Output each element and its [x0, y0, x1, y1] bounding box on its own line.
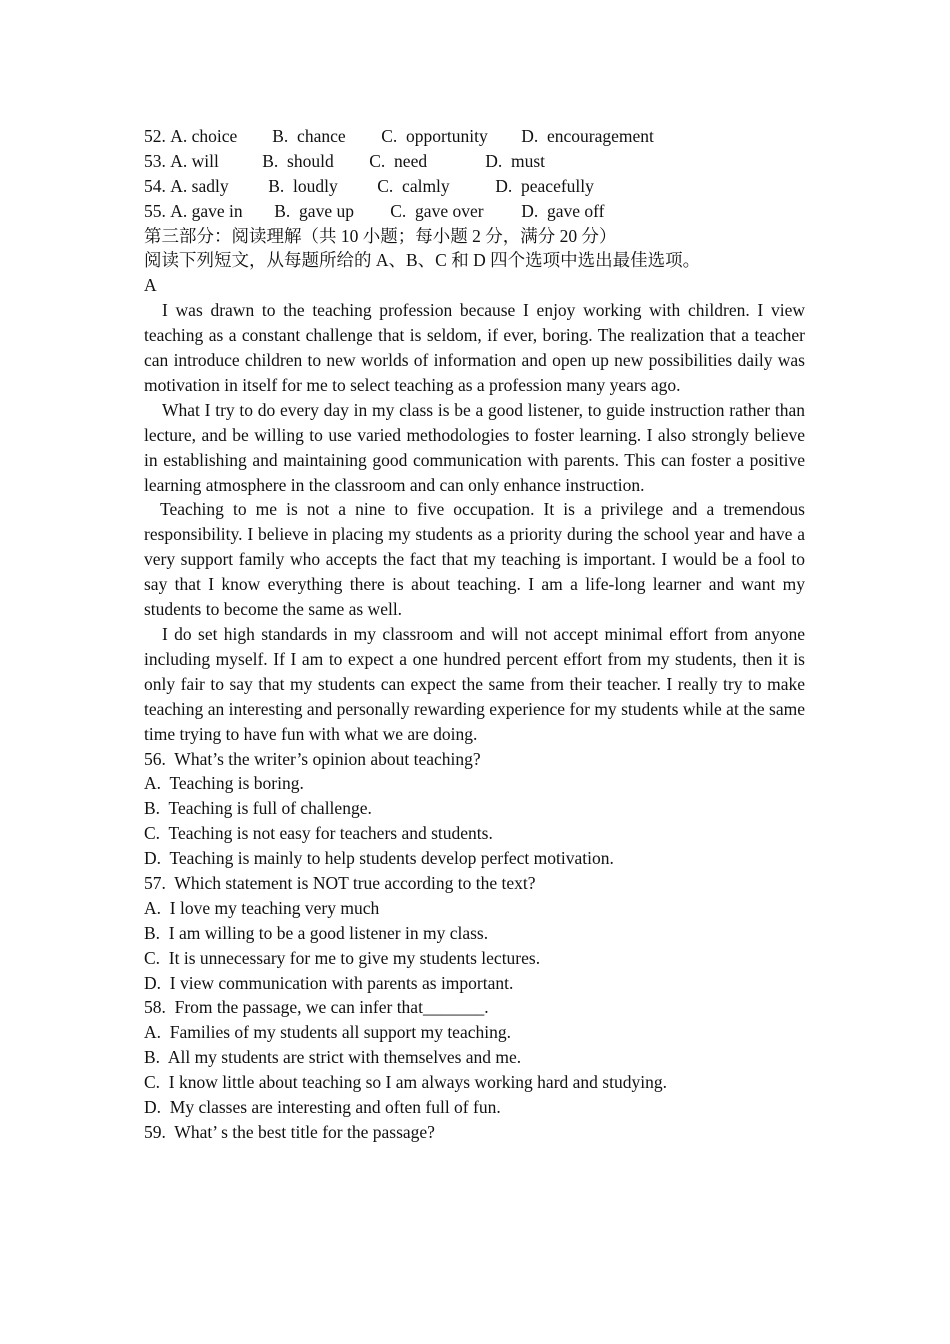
question-number: 55.: [144, 200, 166, 221]
answer-option: A. Teaching is boring.: [144, 773, 304, 794]
cloze-row-55: [144, 199, 805, 224]
option-b: B. should: [262, 150, 334, 171]
passage-paragraph-3: Teaching to me is not a nine to five occupation. It is a privilege and a tremendous responsibility. I believe in placing my students as a priority during the school year and have a very support family who accepts the fact that my teaching is important. I would be a fool to say that I know everything there is about teaching. I am a life-long learner and want my students to become the same as well.: [144, 499, 805, 620]
option-a: A. gave in: [170, 200, 243, 221]
cloze-row-53: [144, 149, 805, 174]
answer-option: D. Teaching is mainly to help students develop perfect motivation.: [144, 848, 614, 869]
exam-page: [144, 124, 805, 1145]
passage-paragraph-2: What I try to do every day in my class is be a good listener, to guide instruction rather than lecture, and be willing to use varied methodologies to foster learning. I also strongly believe in establishing and maintaining good communication with parents. This can foster a positive learning atmosphere in the classroom and can only enhance instruction.: [144, 399, 805, 495]
option-c: C. opportunity: [381, 126, 488, 146]
option-a: A. choice: [170, 126, 238, 146]
option-b: B. loudly: [268, 175, 338, 196]
question-stem: 56. What’s the writer’s opinion about teaching?: [144, 748, 481, 769]
option-d: D. must: [485, 150, 546, 171]
answer-option: D. My classes are interesting and often full of fun.: [144, 1097, 501, 1118]
passage-paragraph-1: I was drawn to the teaching profession because I enjoy working with children. I view teaching as a constant challenge that is seldom, if ever, boring. The realization that a teacher can introduce children to new worlds of information and open up new possibilities daily was motivation in itself for me to select teaching as a profession many years ago.: [144, 300, 805, 395]
question-59: [144, 1120, 805, 1145]
answer-option: B. Teaching is full of challenge.: [144, 798, 372, 819]
question-stem: 57. Which statement is NOT true according to the text?: [144, 873, 536, 893]
passage-label: A: [144, 275, 157, 296]
passage-paragraph-4: I do set high standards in my classroom and will not accept minimal effort from anyone including myself. If I am to expect a one hundred percent effort from my students, then it is only fair to say that my students can expect the same from their teacher. I really try to make teaching an interesting and personally rewarding experience for my students while at the same time trying to have fun with what we are doing.: [144, 624, 805, 744]
option-a: A. sadly: [170, 175, 229, 196]
section-instruction: 阅读下列短文，从每题所给的 A、B、C 和 D 四个选项中选出最佳选项。: [144, 250, 701, 271]
answer-option: A. Families of my students all support my teaching.: [144, 1022, 511, 1043]
option-c: C. calmly: [377, 175, 450, 196]
section-title: 第三部分：阅读理解（共 10 小题；每小题 2 分，满分 20 分）: [144, 225, 617, 246]
cloze-row-54: [144, 174, 805, 199]
option-d: D. encouragement: [521, 126, 654, 146]
question-56: [144, 747, 805, 871]
answer-option: B. All my students are strict with themselves and me.: [144, 1047, 522, 1068]
question-stem: 59. What’ s the best title for the passage?: [144, 1121, 435, 1142]
option-c: C. gave over: [390, 200, 484, 221]
option-b: B. gave up: [274, 200, 354, 221]
answer-option: A. I love my teaching very much: [144, 897, 380, 918]
answer-option: B. I am willing to be a good listener in my class.: [144, 922, 489, 943]
question-number: 52.: [144, 126, 166, 146]
option-b: B. chance: [272, 126, 346, 146]
question-number: 54.: [144, 175, 166, 196]
question-number: 53.: [144, 150, 166, 171]
answer-option: C. Teaching is not easy for teachers and students.: [144, 823, 493, 844]
option-d: D. peacefully: [495, 175, 594, 196]
answer-option: C. It is unnecessary for me to give my students lectures.: [144, 947, 541, 968]
answer-option: C. I know little about teaching so I am always working hard and studying.: [144, 1072, 667, 1093]
cloze-row-52: [144, 124, 805, 149]
answer-option: D. I view communication with parents as important.: [144, 972, 514, 993]
question-58: [144, 995, 805, 1119]
option-d: D. gave off: [521, 200, 605, 221]
question-stem: 58. From the passage, we can infer that_______.: [144, 997, 489, 1018]
option-c: C. need: [369, 150, 428, 171]
option-a: A. will: [170, 150, 219, 171]
question-57: [144, 871, 805, 995]
